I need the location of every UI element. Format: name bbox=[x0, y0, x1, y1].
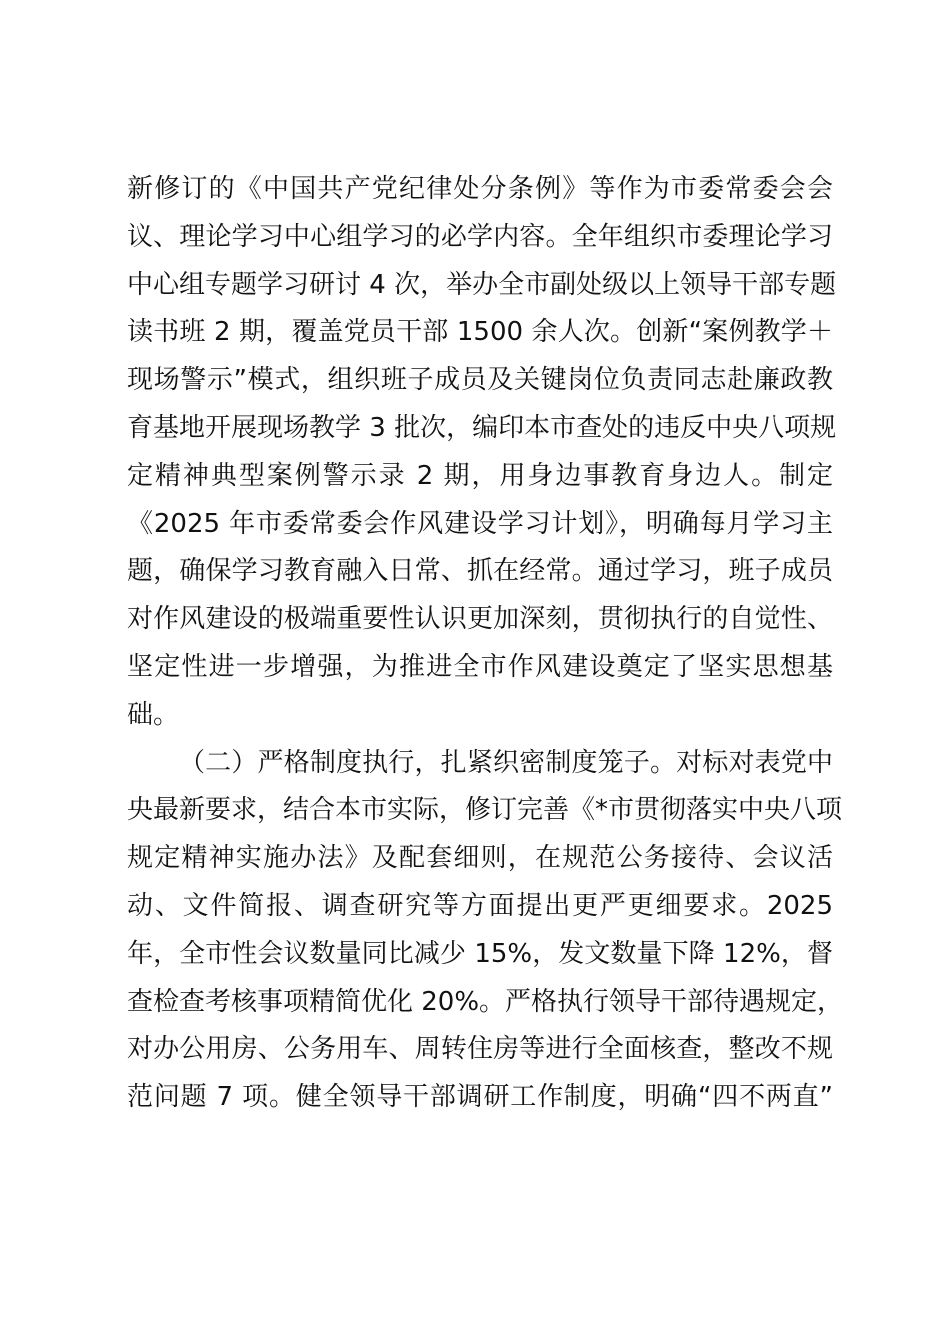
text-line: 年，全市性会议数量同比减少 15%，发文数量下降 12%，督 bbox=[127, 938, 833, 969]
text-line: 查检查考核事项精简优化 20%。严格执行领导干部待遇规定， bbox=[127, 986, 844, 1017]
text-line: 育基地开展现场教学 3 批次，编印本市查处的违反中央八项规 bbox=[127, 412, 837, 443]
paragraph-study bbox=[127, 166, 837, 740]
text-line: 《2025 年市委常委会作风建设学习计划》，明确每月学习主 bbox=[127, 508, 833, 539]
text-line: 础。 bbox=[127, 699, 180, 730]
text-line: 议、理论学习中心组学习的必学内容。全年组织市委理论学习 bbox=[127, 221, 833, 252]
text-line: 中心组专题学习研讨 4 次，举办全市副处级以上领导干部专题 bbox=[127, 269, 837, 300]
text-line: 新修订的《中国共产党纪律处分条例》等作为市委常委会会 bbox=[127, 174, 833, 204]
text-line: 现场警示”模式，组织班子成员及关键岗位负责同志赴廉政教 bbox=[127, 365, 833, 396]
text-line: 对作风建设的极端重要性认识更加深刻，贯彻执行的自觉性、 bbox=[127, 604, 833, 635]
text-line: 读书班 2 期，覆盖党员干部 1500 余人次。创新“案例教学＋ bbox=[127, 317, 833, 348]
text-line: 动、文件简报、调查研究等方面提出更严更细要求。2025 bbox=[127, 890, 833, 921]
document-page bbox=[127, 166, 844, 1122]
text-line: 坚定性进一步增强，为推进全市作风建设奠定了坚实思想基 bbox=[127, 651, 833, 682]
paragraph-system-execution bbox=[127, 740, 844, 1122]
text-line: 央最新要求，结合本市实际，修订完善《*市贯彻落实中央八项 bbox=[127, 795, 843, 826]
text-line: 题，确保学习教育融入日常、抓在经常。通过学习，班子成员 bbox=[127, 556, 833, 587]
section-heading-line: （二）严格制度执行，扎紧织密制度笼子。对标对表党中 bbox=[179, 747, 833, 778]
text-line: 范问题 7 项。健全领导干部调研工作制度，明确“四不两直” bbox=[127, 1082, 833, 1113]
text-line: 对办公用房、公务用车、周转住房等进行全面核查，整改不规 bbox=[127, 1034, 833, 1065]
text-line: 定精神典型案例警示录 2 期，用身边事教育身边人。制定 bbox=[127, 460, 833, 491]
text-line: 规定精神实施办法》及配套细则，在规范公务接待、会议活 bbox=[127, 843, 833, 874]
